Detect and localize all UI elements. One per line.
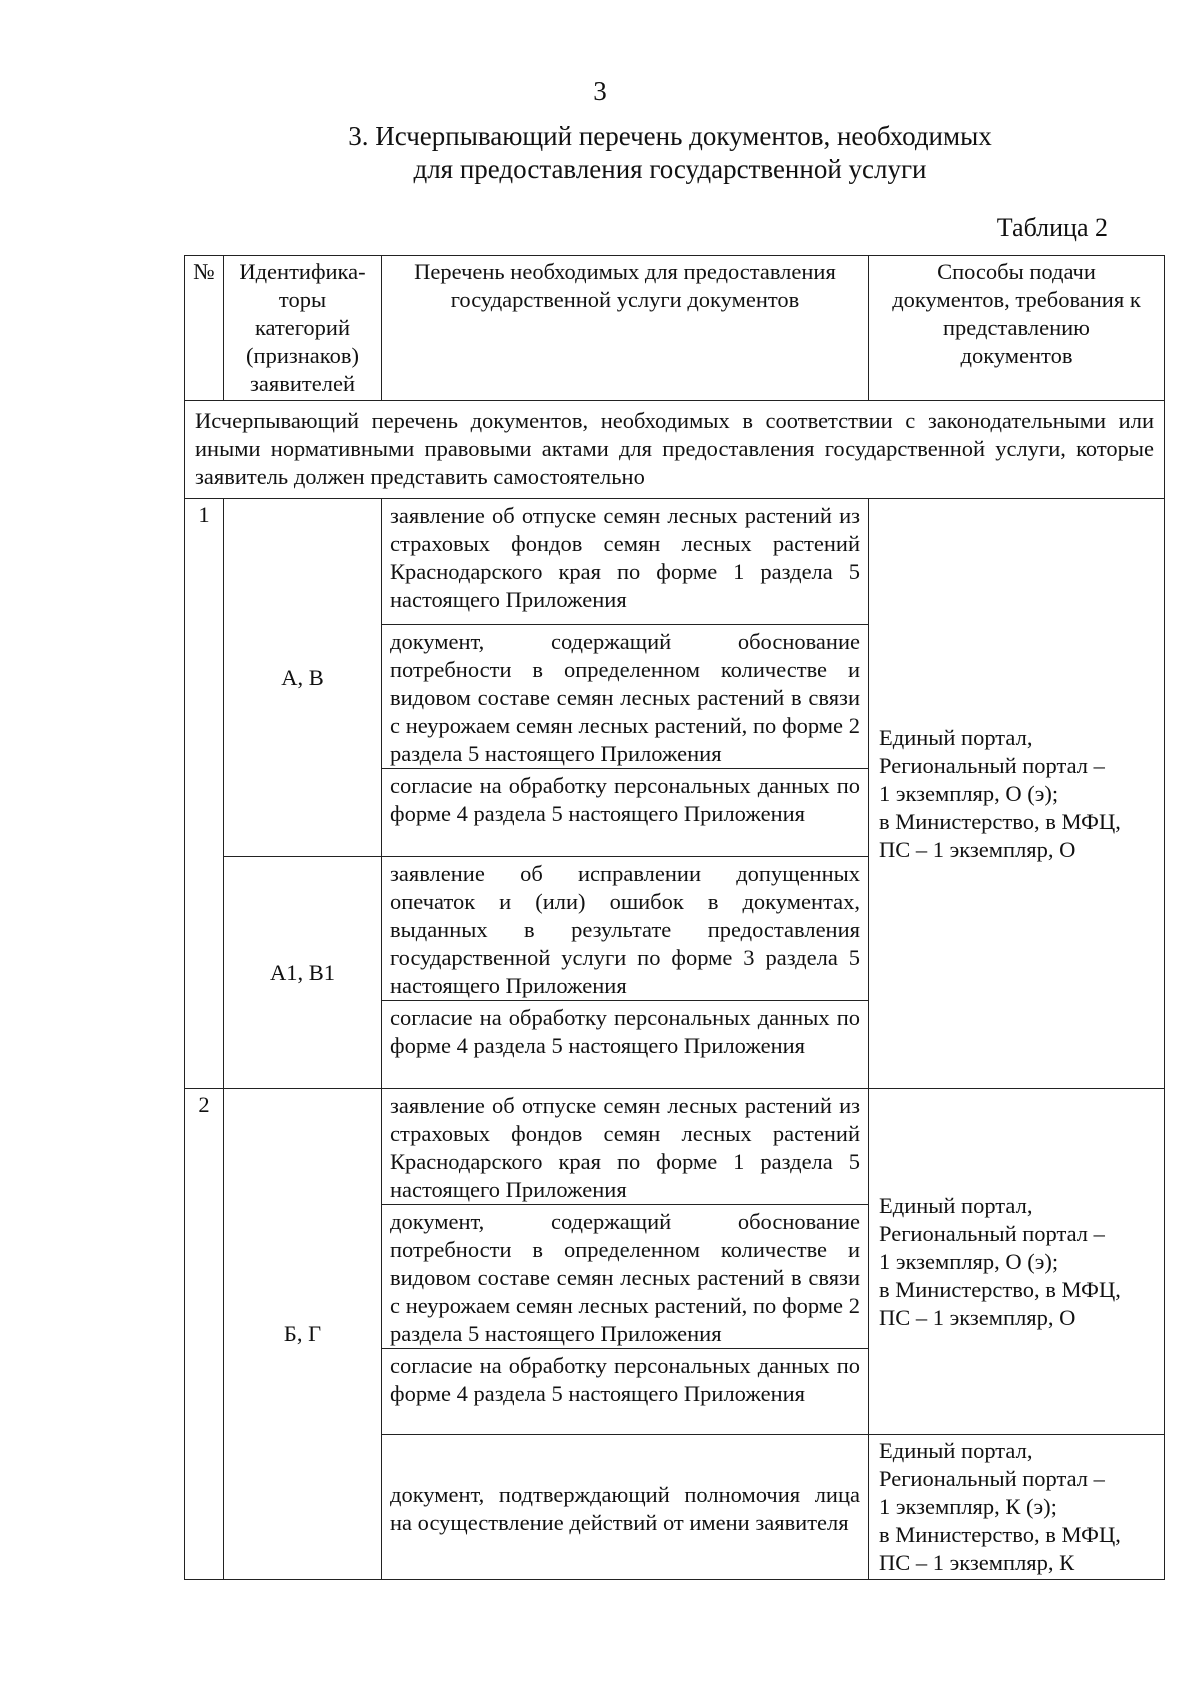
submission-method-line: Единый портал, xyxy=(879,1438,1033,1463)
row-number: 2 xyxy=(185,1089,224,1580)
submission-method-line: ПС – 1 экземпляр, О xyxy=(879,1304,1076,1330)
section-title xyxy=(250,120,1090,186)
title-line-2: для предоставления государственной услуги xyxy=(413,154,927,184)
submission-methods xyxy=(869,1435,1165,1580)
table-row xyxy=(185,1089,1165,1205)
submission-method-line: ПС – 1 экземпляр, К xyxy=(879,1550,1075,1575)
section-heading-row xyxy=(185,401,1165,499)
header-documents-line: государственной услуги документов xyxy=(450,287,800,312)
header-identifiers-line: (признаков) xyxy=(246,343,359,368)
document-item: заявление об отпуске семян лесных растений из страховых фондов семян лесных растений Краснодарского края по форме 1 раздела 5 настоящего Приложения xyxy=(382,499,869,625)
submission-method-line: 1 экземпляр, О (э); xyxy=(879,1248,1059,1274)
header-methods-line: документов xyxy=(960,343,1073,368)
documents-table xyxy=(184,255,1165,1580)
document-item: согласие на обработку персональных данных по форме 4 раздела 5 настоящего Приложения xyxy=(382,1349,869,1435)
submission-method-line: 1 экземпляр, К (э); xyxy=(879,1494,1057,1519)
header-methods-line: представлению xyxy=(943,315,1090,340)
submission-methods xyxy=(869,499,1165,1089)
submission-method-line: ПС – 1 экземпляр, О xyxy=(879,836,1076,862)
applicant-identifier: Б, Г xyxy=(224,1089,382,1580)
header-methods xyxy=(869,256,1165,401)
document-item: документ, содержащий обоснование потребности в определенном количестве и видовом составе семян лесных растений в связи с неурожаем семян лесных растений, по форме 2 раздела 5 настоящего Приложения xyxy=(382,625,869,769)
header-num: № xyxy=(185,256,224,401)
document-item: согласие на обработку персональных данных по форме 4 раздела 5 настоящего Приложения xyxy=(382,769,869,857)
submission-methods xyxy=(869,1089,1165,1435)
submission-method-line: в Министерство, в МФЦ, xyxy=(879,808,1121,834)
submission-method-line: в Министерство, в МФЦ, xyxy=(879,1276,1121,1302)
applicant-identifier: А, В xyxy=(224,499,382,857)
table-caption: Таблица 2 xyxy=(996,213,1108,242)
submission-method-line: Единый портал, xyxy=(879,724,1033,750)
document-item: документ, содержащий обоснование потребности в определенном количестве и видовом составе семян лесных растений в связи с неурожаем семян лесных растений, по форме 2 раздела 5 настоящего Приложения xyxy=(382,1205,869,1349)
table-row xyxy=(185,499,1165,625)
applicant-identifier: А1, В1 xyxy=(224,857,382,1089)
submission-method-line: в Министерство, в МФЦ, xyxy=(879,1522,1121,1547)
submission-method-line: 1 экземпляр, О (э); xyxy=(879,780,1059,806)
title-line-1: 3. Исчерпывающий перечень документов, необходимых xyxy=(348,121,992,151)
header-identifiers-line: торы xyxy=(278,287,327,312)
header-identifiers-line: заявителей xyxy=(250,371,355,396)
document-item: заявление об исправлении допущенных опечаток и (или) ошибок в документах, выданных в результате предоставления государственной услуги по форме 3 раздела 5 настоящего Приложения xyxy=(382,857,869,1001)
header-identifiers xyxy=(224,256,382,401)
header-methods-line: Способы подачи xyxy=(937,259,1096,284)
table-header-row xyxy=(185,256,1165,401)
header-methods-line: документов, требования к xyxy=(892,287,1141,312)
header-documents-line: Перечень необходимых для предоставления xyxy=(414,259,836,284)
document-item: согласие на обработку персональных данных по форме 4 раздела 5 настоящего Приложения xyxy=(382,1001,869,1089)
submission-method-line: Региональный портал – xyxy=(879,1466,1105,1491)
submission-method-line: Единый портал, xyxy=(879,1192,1033,1218)
document-item: документ, подтверждающий полномочия лица на осуществление действий от имени заявителя xyxy=(382,1435,869,1580)
header-documents xyxy=(382,256,869,401)
document-item: заявление об отпуске семян лесных растений из страховых фондов семян лесных растений Краснодарского края по форме 1 раздела 5 настоящего Приложения xyxy=(382,1089,869,1205)
row-number: 1 xyxy=(185,499,224,1089)
header-identifiers-line: Идентифика- xyxy=(239,259,366,284)
section-heading: Исчерпывающий перечень документов, необходимых в соответствии с законодательными или иными нормативными правовыми актами для предоставления государственной услуги, которые заявитель должен представить самостоятельно xyxy=(185,401,1165,499)
page-number: 3 xyxy=(593,76,607,106)
submission-method-line: Региональный портал – xyxy=(879,752,1105,778)
header-identifiers-line: категорий xyxy=(254,315,351,340)
submission-method-line: Региональный портал – xyxy=(879,1220,1105,1246)
